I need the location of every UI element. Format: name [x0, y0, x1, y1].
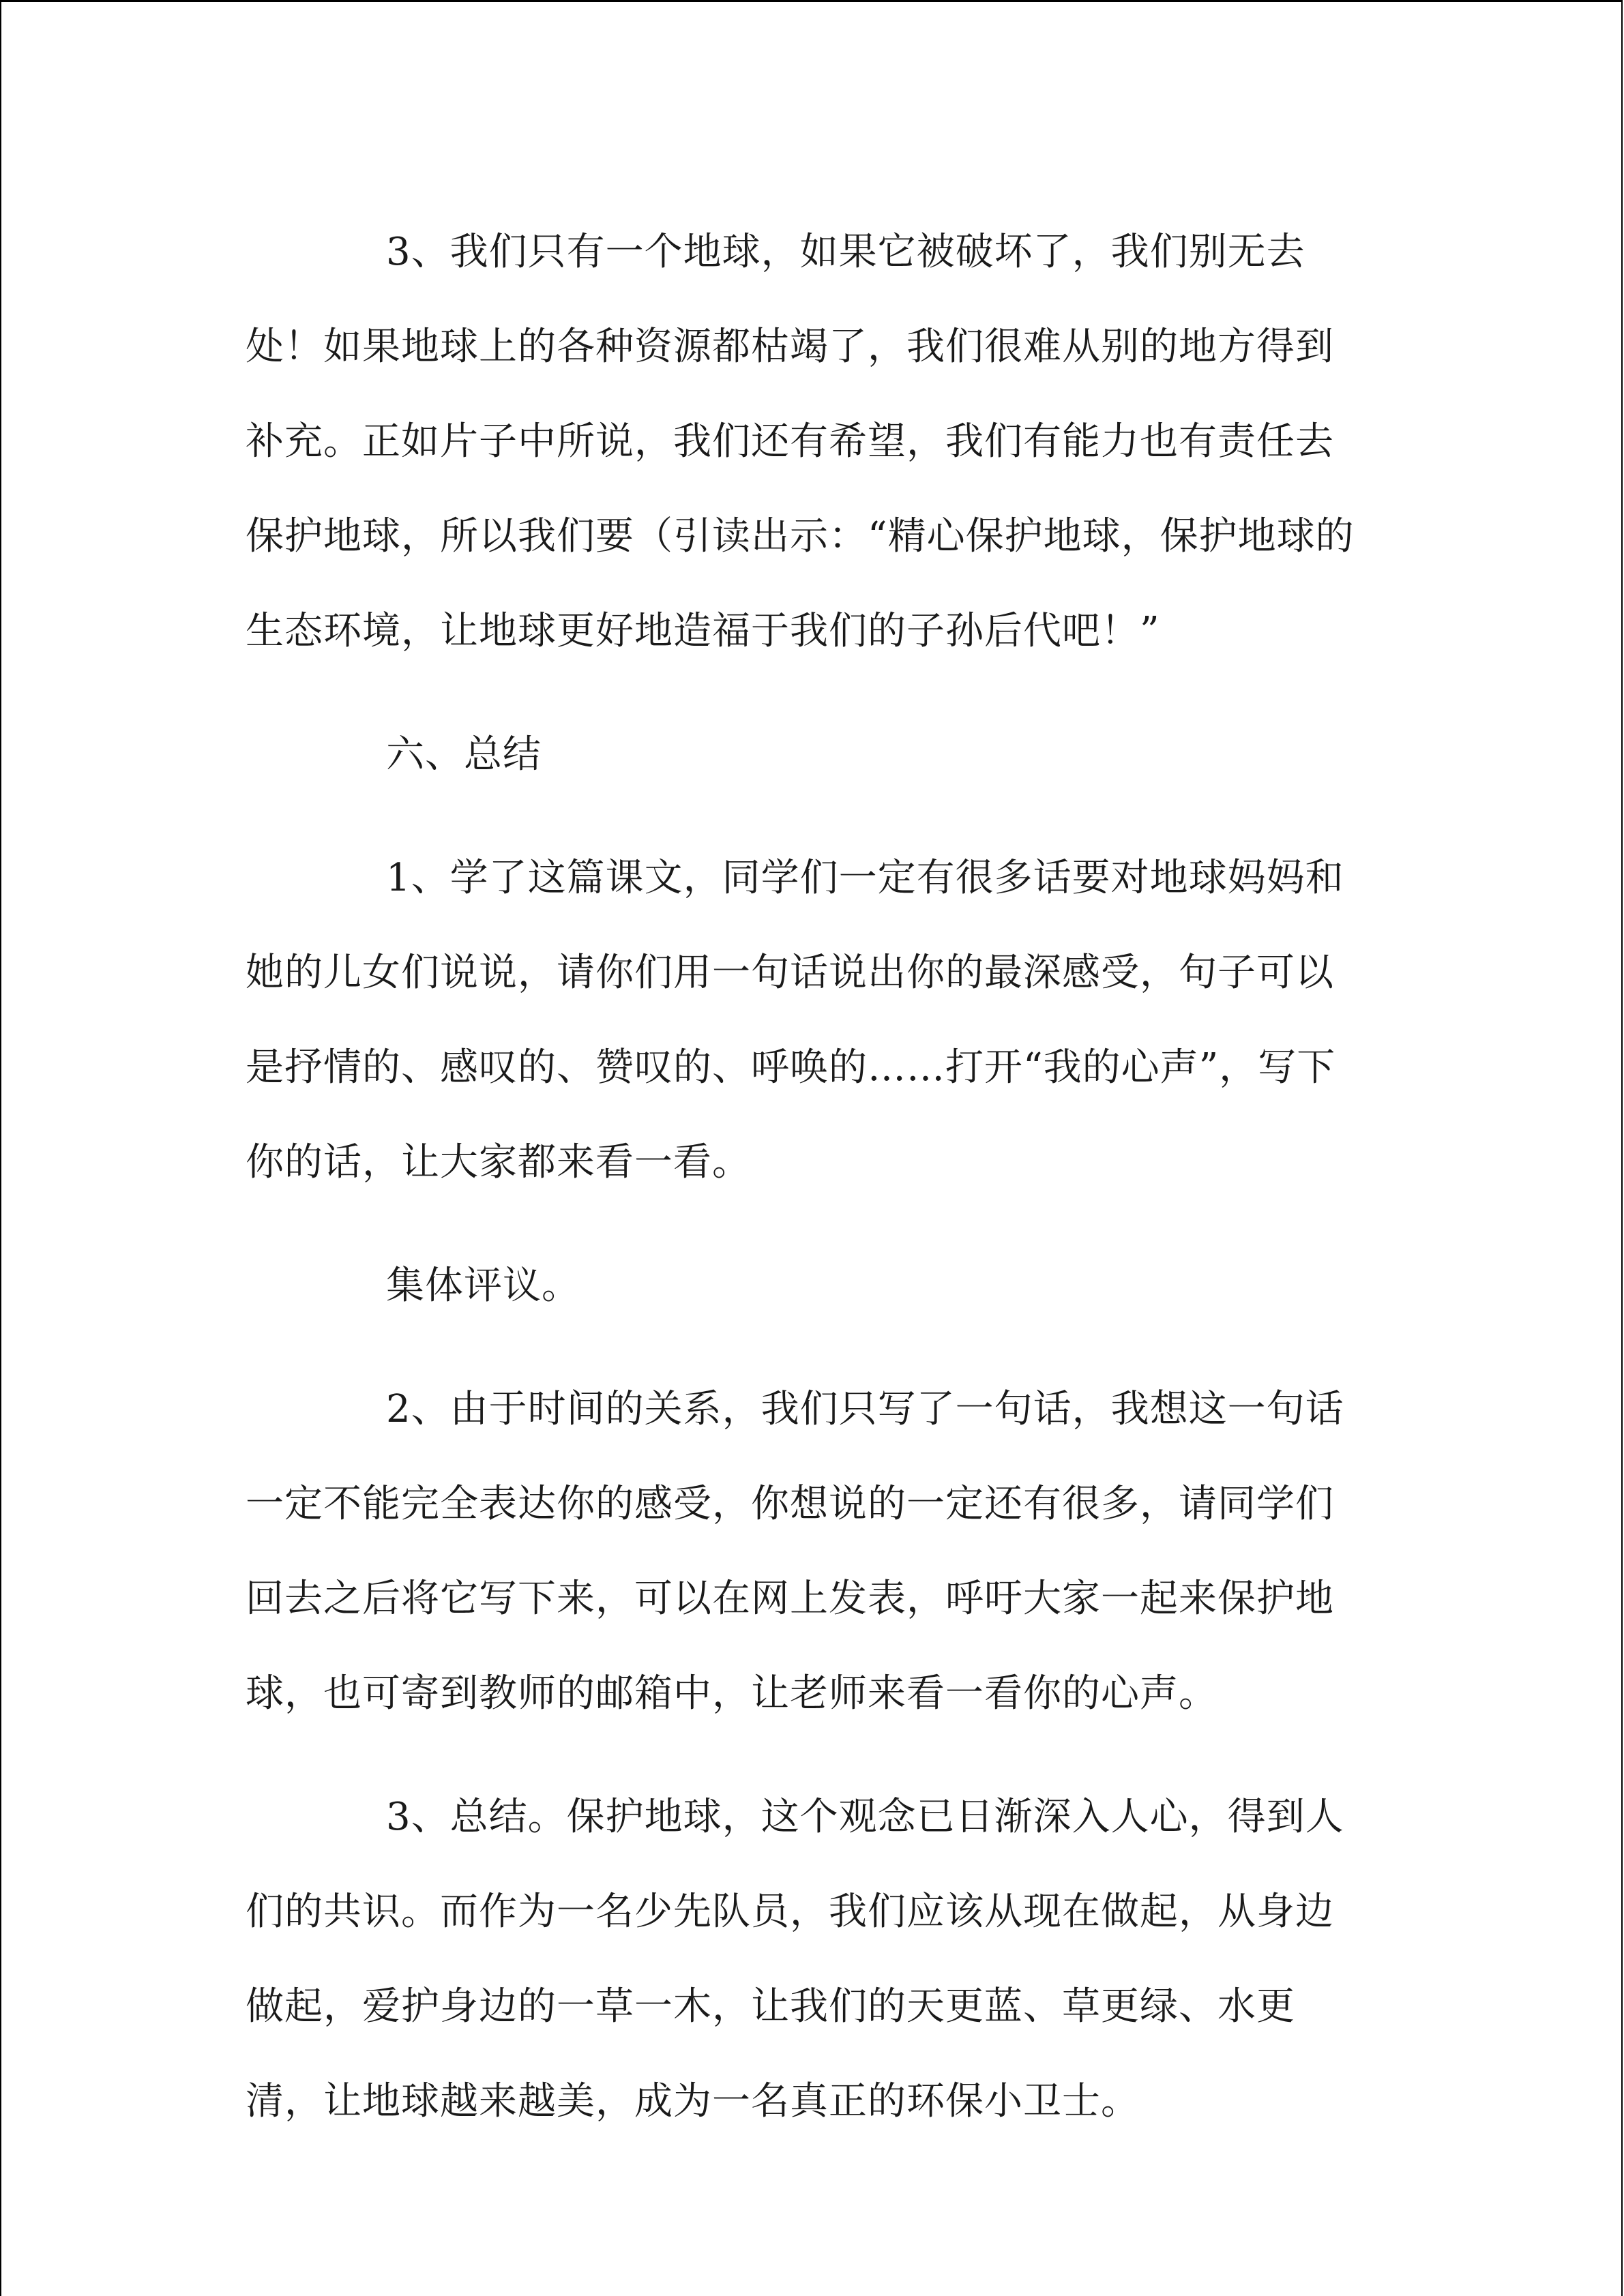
section-heading-summary: 六、总结 [386, 732, 542, 777]
paragraph-gap [246, 1333, 1364, 1362]
paragraph-collective-review: 集体评议。 [386, 1264, 580, 1308]
paragraph-earth-protection: 3、我们只有一个地球，如果它被破坏了，我们别无去处！如果地球上的各种资源都枯竭了，我们很难从别的地方得到补充。正如片子中所说，我们还有希望，我们有能力也有责任去保护地球，所以我们要（引读出示：“精心保护地球，保护地球的生态环境，让地球更好地造福于我们的子孙后代吧！” [246, 230, 1355, 653]
paragraph-gap [246, 802, 1364, 831]
paragraph-gap [246, 1741, 1364, 1770]
paragraph-gap [246, 1210, 1364, 1238]
paragraph-voice-of-heart: 1、学了这篇课文，同学们一定有很多话要对地球妈妈和她的儿女们说说，请你们用一句话说出你的最深感受，句子可以是抒情的、感叹的、赞叹的、呼唤的……打开“我的心声”，写下你的话，让大家都来看一看。 [246, 856, 1344, 1184]
document-body [246, 205, 1364, 2149]
paragraph-conclusion: 3、总结。保护地球，这个观念已日渐深入人心，得到人们的共识。而作为一名少先队员，我们应该从现在做起，从身边做起，爱护身边的一草一木，让我们的天更蓝、草更绿、水更清，让地球越来越美，成为一名真正的环保小卫士。 [246, 1795, 1344, 2123]
paragraph-homework: 2、由于时间的关系，我们只写了一句话，我想这一句话一定不能完全表达你的感受，你想说的一定还有很多，请同学们回去之后将它写下来，可以在网上发表，呼吁大家一起来保护地球，也可寄到教师的邮箱中，让老师来看一看你的心声。 [246, 1387, 1344, 1716]
paragraph-gap [246, 679, 1364, 707]
